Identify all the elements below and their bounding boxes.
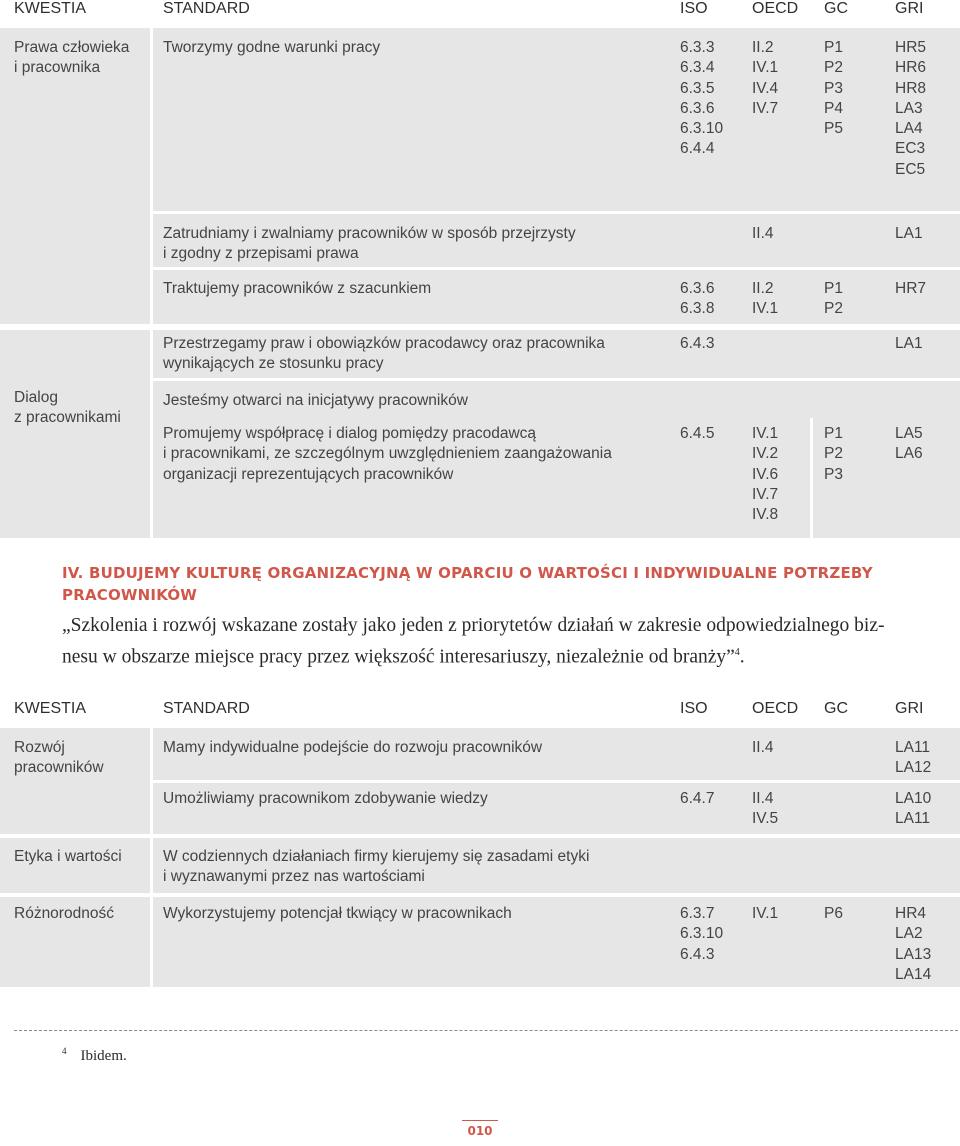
issue-label: Dialog z pracownikami (14, 389, 121, 427)
standard-text: Tworzymy godne warunki pracy (163, 39, 381, 56)
table-row (153, 728, 960, 780)
table-row (153, 897, 960, 987)
standard-text: Umożliwiamy pracownikom zdobywanie wiedzy (163, 790, 488, 807)
header-kwestia: KWESTIA (14, 0, 87, 17)
table-header (0, 700, 960, 728)
gc-codes: P6 (824, 905, 843, 922)
header-iso: ISO (680, 0, 708, 17)
standard-text: W codziennych działaniach firmy kierujemy się zasadami etyki i wyznawanymi przez nas wartościami (163, 848, 590, 886)
issue-label: Prawa człowieka i pracownika (14, 39, 130, 77)
gri-codes: LA1 (895, 225, 923, 242)
gri-codes: LA11 LA12 (895, 739, 932, 777)
standard-text: Traktujemy pracowników z szacunkiem (163, 280, 432, 297)
oecd-codes: II.2 IV.1 IV.4 IV.7 (752, 39, 779, 117)
quote-end: . (739, 646, 745, 668)
footnote (62, 1046, 127, 1065)
iso-codes: 6.3.6 6.3.8 (680, 280, 715, 318)
gri-codes: HR4 LA2 LA13 LA14 (895, 905, 932, 983)
footnote-ref: 4 (734, 647, 740, 658)
issue-group (0, 838, 960, 893)
standard-text: Jesteśmy otwarci na inicjatywy pracowników (163, 392, 468, 409)
iso-codes: 6.3.7 6.3.10 6.4.3 (680, 905, 724, 963)
page-number: 010 (462, 1120, 498, 1138)
oecd-codes: II.4 (752, 739, 774, 756)
header-iso: ISO (680, 700, 708, 717)
oecd-codes: II.4 IV.5 (752, 790, 779, 828)
gri-codes: LA1 (895, 335, 923, 352)
gc-codes: P1 P2 P3 (824, 425, 843, 483)
header-standard: STANDARD (163, 0, 250, 17)
oecd-codes: II.2 IV.1 (752, 280, 779, 318)
oecd-codes: II.4 (752, 225, 774, 242)
quote (62, 612, 912, 671)
header-standard: STANDARD (163, 700, 250, 717)
footnote-text: Ibidem. (80, 1048, 127, 1064)
header-gri: GRI (895, 0, 924, 17)
table-header (0, 0, 960, 28)
table-row (153, 28, 960, 181)
header-gc: GC (824, 0, 848, 17)
iso-codes: 6.4.3 (680, 335, 715, 352)
header-oecd: OECD (752, 0, 799, 17)
table-row (153, 270, 960, 324)
standard-text: Zatrudniamy i zwalniamy pracowników w sposób przejrzysty i zgodny z przepisami prawa (163, 225, 576, 263)
iso-codes: 6.3.3 6.3.4 6.3.5 6.3.6 6.3.10 6.4.4 (680, 39, 724, 158)
table-row (153, 214, 960, 267)
gri-codes: HR5 HR6 HR8 LA3 LA4 EC3 EC5 (895, 39, 927, 178)
header-gri: GRI (895, 700, 924, 717)
gc-codes: P1 P2 (824, 280, 843, 318)
table-1 (0, 0, 960, 542)
oecd-codes: IV.1 (752, 905, 779, 922)
gc-codes: P1 P2 P3 P4 P5 (824, 39, 843, 138)
standard-text: Wykorzystujemy potencjał tkwiący w pracownikach (163, 905, 512, 922)
issue-group (0, 28, 960, 324)
footnote-divider (14, 1030, 958, 1031)
table-row (153, 838, 960, 893)
table-row (153, 330, 960, 378)
header-gc: GC (824, 700, 848, 717)
quote-text: „Szkolenia i rozwój wskazane zostały jako jeden z priorytetów działań w zakresie odpowiedzialnego biz- nesu w obszarze miejsce pracy przez większość interesariuszy, niezależnie od branży” (62, 615, 885, 668)
table-row (153, 783, 960, 834)
oecd-codes: IV.1 IV.2 IV.6 IV.7 IV.8 (752, 425, 779, 524)
table-row (153, 381, 960, 415)
gri-codes: HR7 (895, 280, 927, 297)
iso-codes: 6.4.5 (680, 425, 715, 442)
table-row (153, 418, 960, 538)
header-oecd: OECD (752, 700, 799, 717)
issue-group (0, 728, 960, 834)
gri-codes: LA10 LA11 (895, 790, 932, 828)
header-kwestia: KWESTIA (14, 700, 87, 717)
standard-text: Mamy indywidualne podejście do rozwoju pracowników (163, 739, 543, 756)
issue-label: Rozwój pracowników (14, 739, 104, 777)
footnote-number: 4 (62, 1046, 67, 1056)
issue-group (0, 330, 960, 538)
table-2 (0, 700, 960, 991)
gri-codes: LA5 LA6 (895, 425, 923, 463)
iso-codes: 6.4.7 (680, 790, 715, 807)
issue-label: Różnorodność (14, 905, 114, 922)
issue-label: Etyka i wartości (14, 848, 122, 865)
standard-text: Przestrzegamy praw i obowiązków pracodawcy oraz pracownika wynikających ze stosunku pracy (163, 335, 605, 373)
section-heading: IV. BUDUJEMY KULTURĘ ORGANIZACYJNĄ W OPARCIU O WARTOŚCI I INDYWIDUALNE POTRZEBY PRACOWNIKÓW (62, 564, 873, 604)
issue-group (0, 897, 960, 987)
standard-text: Promujemy współpracę i dialog pomiędzy pracodawcą i pracownikami, ze szczególnym uwzględnieniem zaangażowania organizacji reprezentujących pracowników (163, 425, 612, 483)
